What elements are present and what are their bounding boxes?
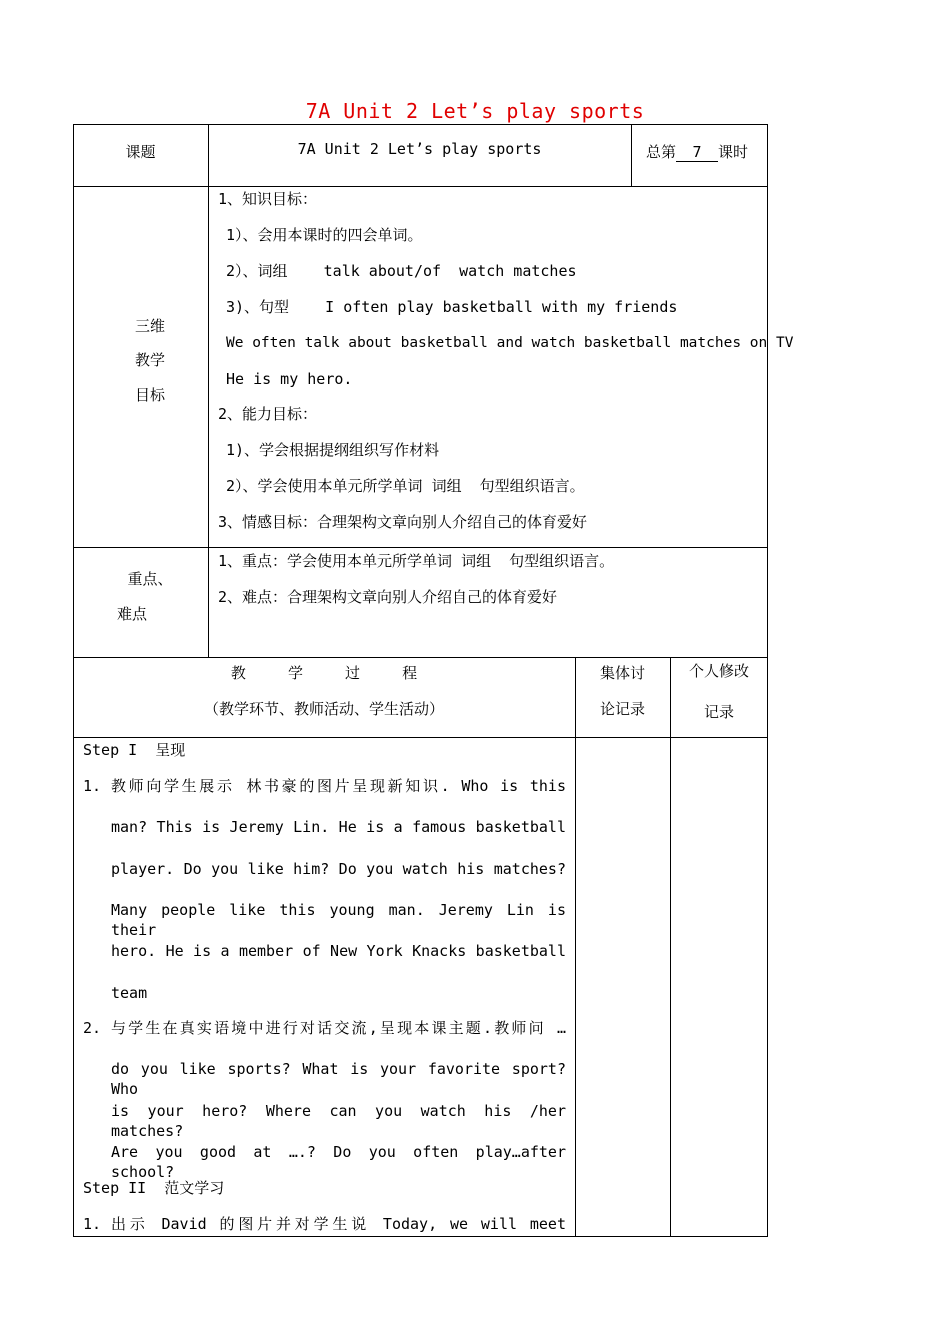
group-discussion-label-2: 论记录 [599,700,645,718]
objective-line: 3、情感目标：合理架构文章向别人介绍自己的体育爱好 [218,513,588,531]
lesson-suffix: 课时 [718,143,749,161]
item-line: do you like sports? What is your favorite sport? Who [111,1060,566,1098]
item-line: 与学生在真实语境中进行对话交流,呈现本课主题.教师问 … [111,1019,566,1037]
keypoints-label-1: 重点、 [127,570,173,588]
item-line: man? This is Jeremy Lin. He is a famous basketball [111,818,566,836]
objective-line: 2、能力目标： [218,405,318,423]
item-line: Are you good at ….? Do you often play…after school? [111,1143,566,1181]
topic-label: 课题 [125,143,156,161]
topic-value: 7A Unit 2 Let’s play sports [297,140,542,158]
item-line: 教师向学生展示 林书豪的图片呈现新知识. Who is this [111,777,566,795]
item-line: player. Do you like him? Do you watch his matches? [111,860,566,878]
divider [575,737,576,1237]
objective-line: 1）、会用本课时的四会单词。 [226,226,423,244]
item-line: 出示 David 的图片并对学生说 Today, we will meet [111,1215,566,1233]
item-line: team [111,984,148,1002]
objective-line: He is my hero. [226,370,353,388]
item-number: 1. [83,1215,102,1233]
personal-notes-label-2: 记录 [703,703,734,721]
objectives-label-3: 目标 [134,386,165,404]
keypoint-line: 1、重点：学会使用本单元所学单词 词组 句型组织语言。 [218,552,615,570]
lesson-count [646,142,748,162]
document-title: 7A Unit 2 Let’s play sports [305,99,645,123]
objective-line: 2）、词组 talk about/of watch matches [226,262,577,280]
objective-line: 1、知识目标： [218,190,318,208]
keypoint-line: 2、难点：合理架构文章向别人介绍自己的体育爱好 [218,588,558,606]
lesson-number: 7 [676,143,718,162]
divider [208,547,209,658]
item-line: is your hero? Where can you watch his /her matches? [111,1102,566,1140]
item-number: 2. [83,1019,102,1037]
personal-notes-label-1: 个人修改 [688,662,749,680]
objectives-label-2: 教学 [134,351,165,369]
lesson-prefix: 总第 [646,143,677,161]
keypoints-label-2: 难点 [116,605,147,623]
objective-line: 1)、学会根据提纲组织写作材料 [226,441,440,459]
step-heading: Step I 呈现 [83,741,186,759]
item-number: 1. [83,777,102,795]
objective-line: 2）、学会使用本单元所学单词 词组 句型组织语言。 [226,477,585,495]
process-subtitle: （教学环节、教师活动、学生活动） [203,700,444,718]
divider [670,737,671,1237]
divider [631,124,632,187]
objective-line: We often talk about basketball and watch basketball matches on TV [226,335,794,351]
item-line: hero. He is a member of New York Knacks basketball [111,942,566,960]
step-heading: Step II 范文学习 [83,1179,225,1197]
group-discussion-label-1: 集体讨 [599,664,645,682]
objective-line: 3)、句型 I often play basketball with my friends [226,298,678,316]
objectives-label-1: 三维 [134,317,165,335]
process-title: 教 学 过 程 [230,664,418,682]
item-line: Many people like this young man. Jeremy Lin is their [111,901,566,939]
